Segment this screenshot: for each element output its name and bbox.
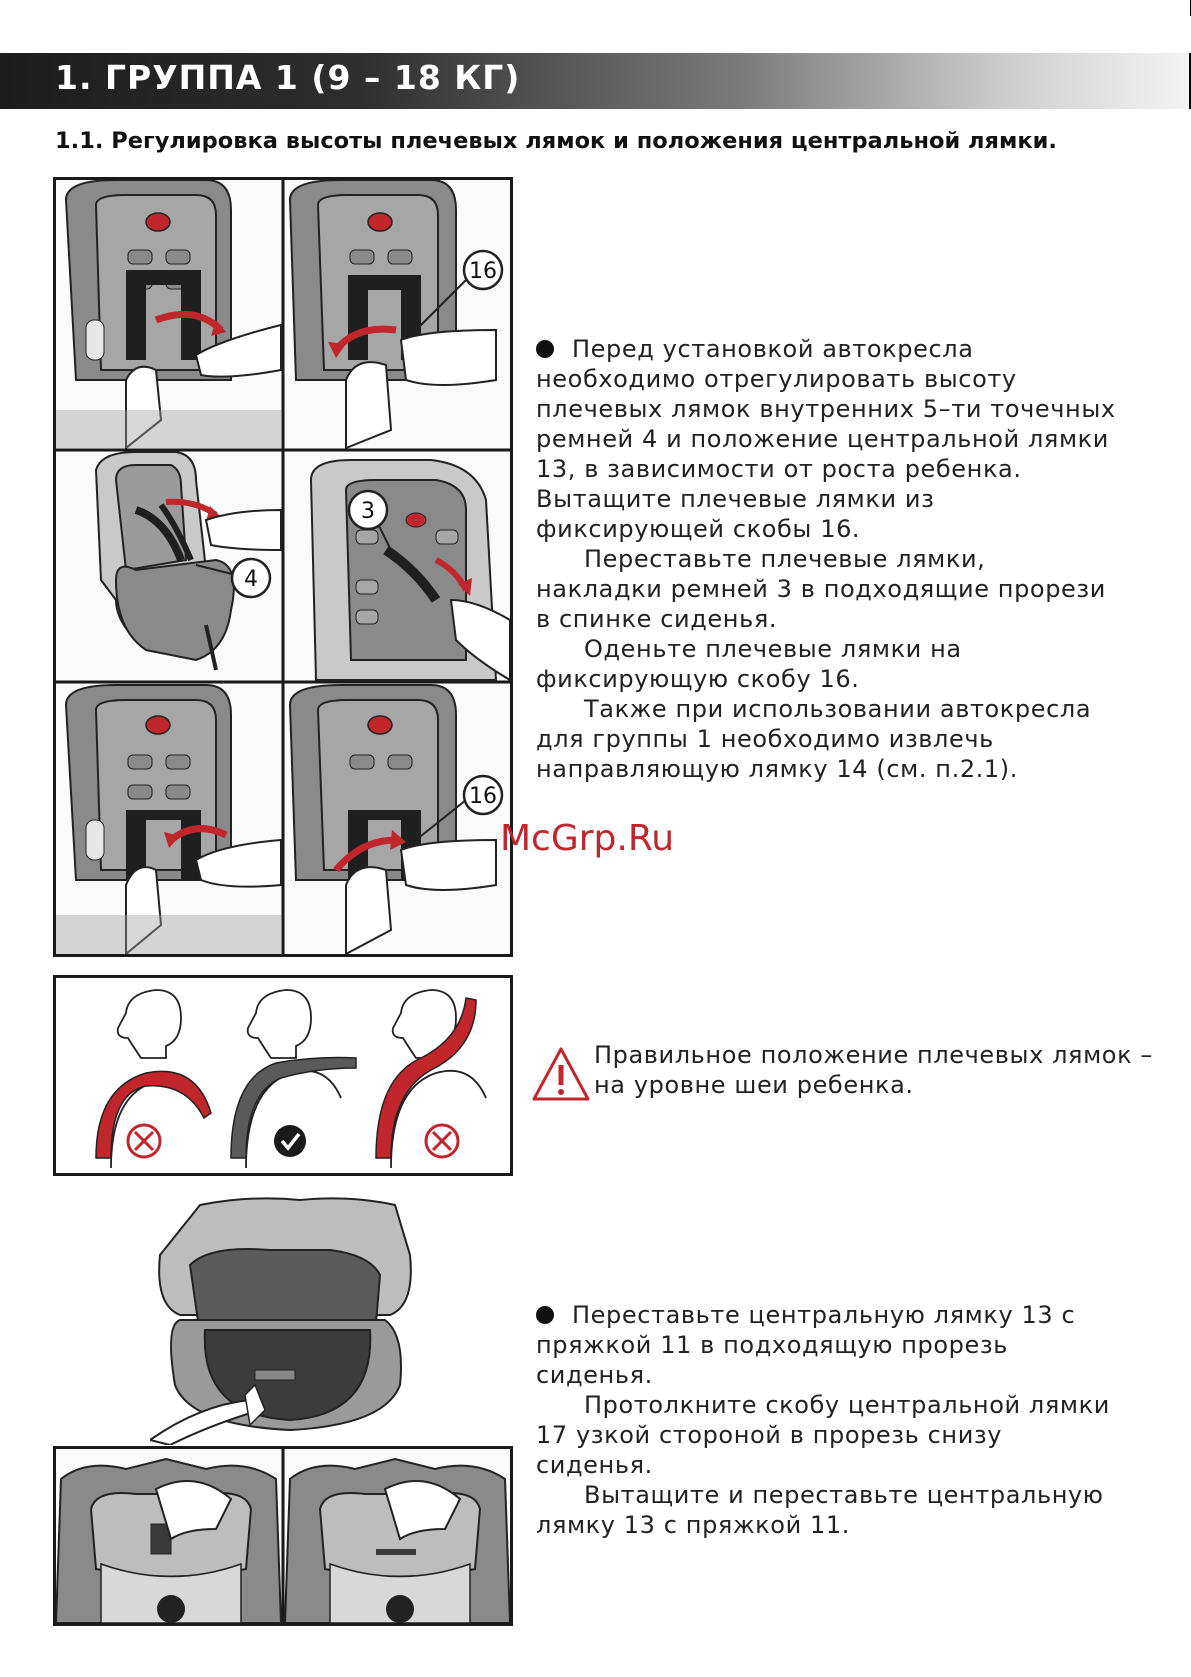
callout-4: 4 xyxy=(244,567,258,592)
panel-seat-back-3 xyxy=(56,684,281,954)
callout-16-top: 16 xyxy=(469,259,497,284)
panel-seat-back-4 xyxy=(285,684,510,954)
panel-seat-rear xyxy=(285,452,510,680)
strap-too-high xyxy=(376,990,486,1168)
panel-seat-back-2 xyxy=(285,180,510,448)
strap-correct xyxy=(231,990,356,1168)
callout-16-bottom: 16 xyxy=(469,784,497,809)
page-title: 1. ГРУППА 1 (9 – 18 КГ) xyxy=(55,58,521,97)
bullet-icon xyxy=(536,340,554,358)
instruction-paragraph: Перед установкой автокресла необходимо отрегулировать высоту плечевых лямок внутренних 5–ти точечных ремней 4 и положение центральной лямки 13, в зависимости от роста ребенка. Вытащите плечевые лямки из фиксирующей скобы 16. xyxy=(536,335,1116,543)
instruction-paragraph: Вытащите и переставьте центральную лямку 13 с пряжкой 11. xyxy=(536,1481,1104,1539)
strap-adjustment-figure xyxy=(53,177,513,957)
instructions-block-2 xyxy=(536,1300,1116,1540)
panel-buckle-left xyxy=(56,1449,281,1623)
top-rule xyxy=(0,0,1191,16)
central-strap-figure xyxy=(150,1195,420,1445)
strap-too-low xyxy=(96,990,211,1168)
watermark: McGrp.Ru xyxy=(500,818,675,859)
panel-seat-back-1 xyxy=(56,180,281,448)
warning-line: Правильное положение плечевых лямок – xyxy=(594,1041,1154,1069)
bullet-icon xyxy=(536,1306,554,1324)
section-title: 1.1. Регулировка высоты плечевых лямок и положения центральной лямки. xyxy=(55,128,1057,154)
warning-icon xyxy=(531,1045,591,1103)
warning-text xyxy=(594,1040,1153,1100)
warning-line: на уровне шеи ребенка. xyxy=(594,1071,914,1099)
panel-full-seat xyxy=(56,452,281,680)
instruction-paragraph: Также при использовании автокресла для группы 1 необходимо извлечь направляющую лямку 14 (см. п.2.1). xyxy=(536,695,1092,783)
instruction-paragraph: Протолкните скобу центральной лямки 17 узкой стороной в прорезь снизу сиденья. xyxy=(536,1391,1110,1479)
buckle-slot-figure xyxy=(53,1446,513,1626)
instructions-block-1 xyxy=(536,334,1116,784)
panel-buckle-right xyxy=(285,1449,510,1623)
instruction-paragraph: Переставьте центральную лямку 13 с пряжкой 11 в подходящую прорезь сиденья. xyxy=(536,1301,1076,1389)
callout-3: 3 xyxy=(361,499,375,524)
instruction-paragraph: Переставьте плечевые лямки, накладки ремней 3 в подходящие прорези в спинке сиденья. xyxy=(536,545,1106,633)
strap-position-figure xyxy=(53,975,513,1176)
instruction-paragraph: Оденьте плечевые лямки на фиксирующую скобу 16. xyxy=(536,635,962,693)
